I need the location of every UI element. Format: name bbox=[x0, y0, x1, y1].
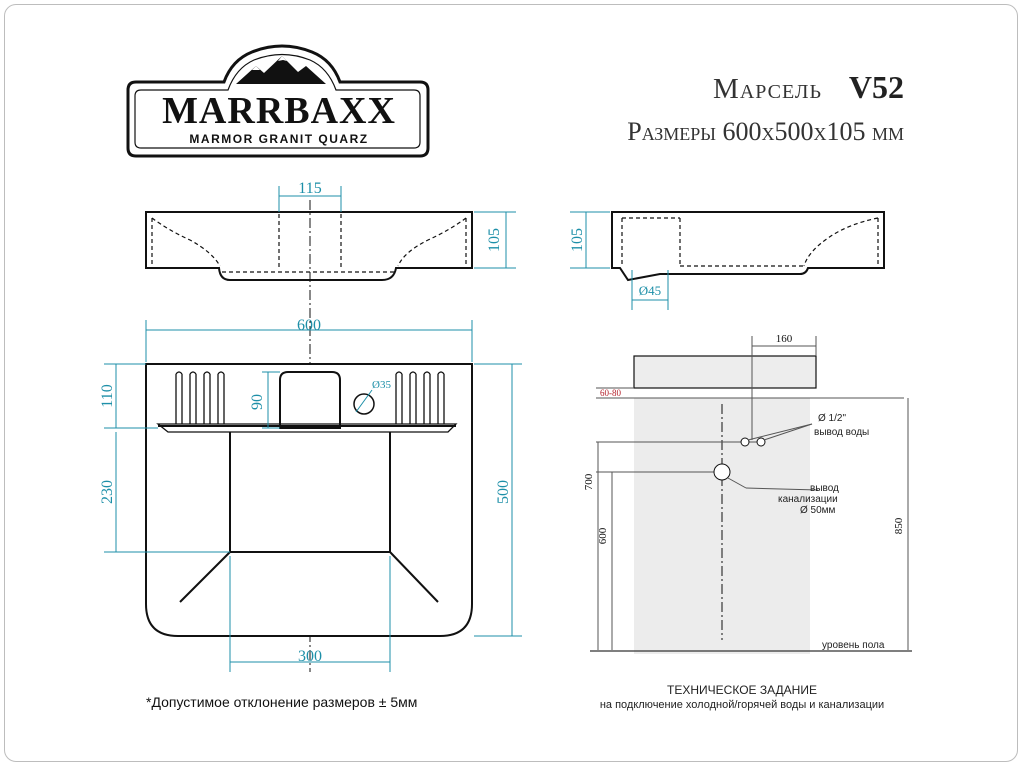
plan-dim-hole: Ø35 bbox=[372, 379, 391, 391]
installation-scheme bbox=[583, 333, 912, 654]
sewer-label-1: вывод bbox=[810, 483, 839, 494]
water-size: Ø 1/2" bbox=[818, 413, 847, 424]
plan-dim-600: 600 bbox=[297, 317, 321, 334]
brand-tagline: MARMOR GRANIT QUARZ bbox=[189, 132, 369, 146]
plan-dim-230: 230 bbox=[99, 480, 116, 504]
side-dim-45: Ø45 bbox=[638, 283, 662, 298]
sewer-outlet-icon bbox=[714, 464, 730, 480]
water-outlet-cold-icon bbox=[741, 438, 749, 446]
side-dim-105: 105 bbox=[569, 228, 586, 252]
water-outlet-hot-icon bbox=[757, 438, 765, 446]
spec-title: ТЕХНИЧЕСКОЕ ЗАДАНИЕ bbox=[667, 683, 817, 697]
water-label: вывод воды bbox=[814, 427, 870, 438]
brand-name: MARRBAXX bbox=[162, 90, 396, 132]
plan-dim-300: 300 bbox=[298, 648, 322, 665]
install-dim-160: 160 bbox=[775, 333, 793, 345]
plan-dim-110: 110 bbox=[99, 384, 116, 408]
plan-dim-500: 500 bbox=[495, 480, 512, 504]
sewer-size: Ø 50мм bbox=[800, 505, 836, 516]
title-block bbox=[627, 69, 904, 146]
install-dim-700: 700 bbox=[583, 473, 595, 491]
floor-label: уровень пола bbox=[822, 640, 885, 651]
tolerance-note: *Допустимое отклонение размеров ± 5мм bbox=[146, 694, 418, 710]
brand-logo bbox=[128, 46, 428, 156]
side-view bbox=[569, 212, 884, 310]
front-view bbox=[146, 180, 516, 280]
model-name: Марсель bbox=[713, 73, 822, 105]
model-sizes: Размеры 600х500х105 мм bbox=[627, 117, 904, 146]
sink-block bbox=[634, 356, 816, 388]
plan-dim-90: 90 bbox=[249, 394, 266, 410]
model-code: V52 bbox=[848, 69, 904, 105]
plan-view bbox=[99, 317, 522, 672]
install-dim-gap: 60-80 bbox=[600, 388, 621, 398]
front-dim-115: 115 bbox=[298, 180, 322, 197]
front-dim-105: 105 bbox=[486, 228, 503, 252]
sewer-label-2: канализации bbox=[778, 494, 838, 505]
install-dim-600: 600 bbox=[597, 527, 609, 545]
spec-subtitle: на подключение холодной/горячей воды и канализации bbox=[599, 699, 885, 711]
install-dim-850: 850 bbox=[893, 517, 905, 535]
